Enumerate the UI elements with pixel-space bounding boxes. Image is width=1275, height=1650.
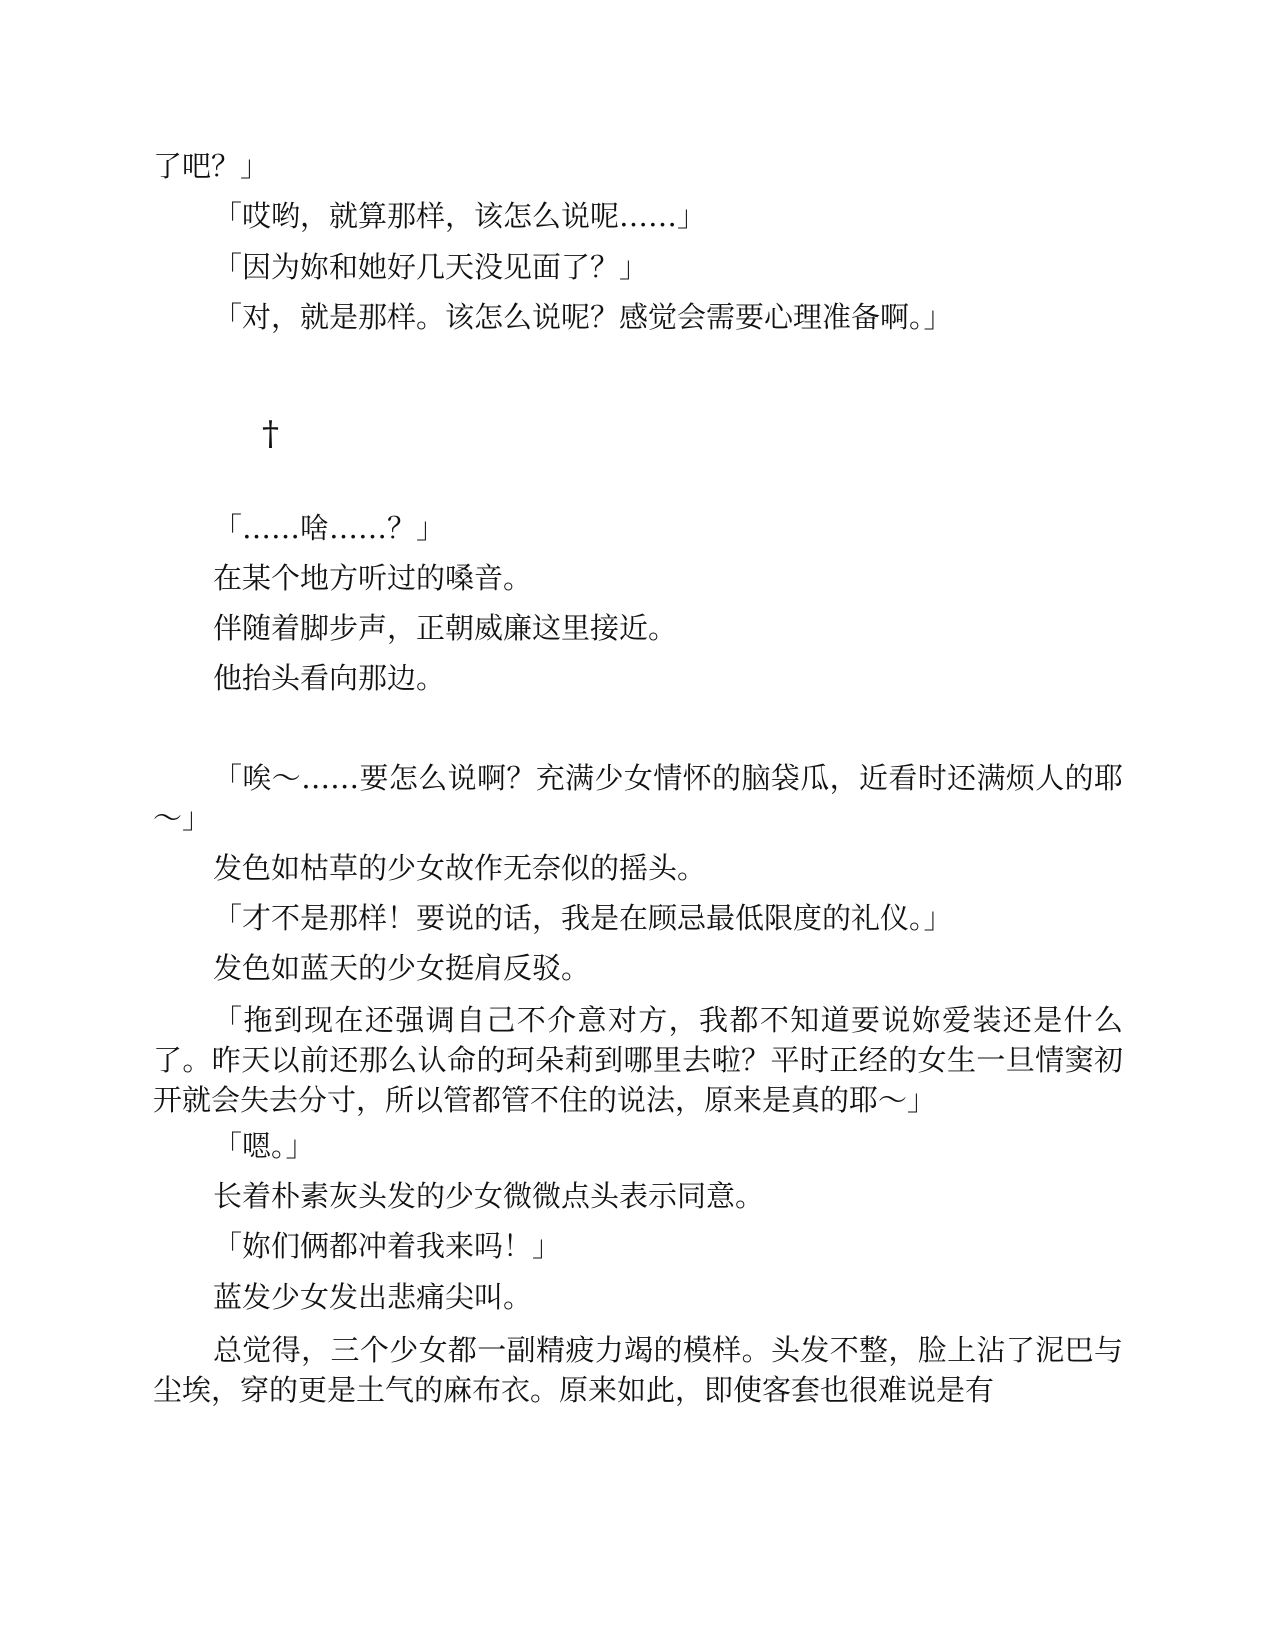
dialogue-line: 「才不是那样！要说的话，我是在顾忌最低限度的礼仪。」 [213,901,953,935]
narration-line: 发色如蓝天的少女挺肩反驳。 [213,951,591,985]
narration-paragraph: 总觉得，三个少女都一副精疲力竭的模样。头发不整，脸上沾了泥巴与尘埃，穿的更是土气的麻布衣。原来如此，即使客套也很难说是有 [153,1333,1123,1407]
narration-line: 伴随着脚步声，正朝威廉这里接近。 [213,611,678,645]
dialogue-line: 「……啥……？」 [213,511,446,545]
dialogue-line: 「因为妳和她好几天没见面了？」 [213,250,649,284]
narration-line: 发色如枯草的少女故作无奈似的摇头。 [213,851,707,885]
dialogue-line: 「妳们俩都冲着我来吗！」 [213,1229,562,1263]
text-line: 了吧？」 [153,149,270,183]
section-break-dagger: † [262,414,279,454]
narration-line: 长着朴素灰头发的少女微微点头表示同意。 [213,1179,765,1213]
narration-line: 蓝发少女发出悲痛尖叫。 [213,1280,533,1314]
narration-line: 他抬头看向那边。 [213,661,446,695]
dialogue-line: 「嗯。」 [213,1129,315,1163]
dialogue-paragraph: 「唉～……要怎么说啊？充满少女情怀的脑袋瓜，近看时还满烦人的耶～」 [153,761,1123,835]
dialogue-paragraph: 「拖到现在还强调自己不介意对方，我都不知道要说妳爱装还是什么了。昨天以前还那么认命的珂朵莉到哪里去啦？平时正经的女生一旦情窦初开就会失去分寸，所以管都管不住的说法，原来是真的耶～」 [153,1003,1123,1117]
narration-line: 在某个地方听过的嗓音。 [213,561,533,595]
dialogue-line: 「哎哟，就算那样，该怎么说呢……」 [213,199,707,233]
dialogue-line: 「对，就是那样。该怎么说呢？感觉会需要心理准备啊。」 [213,300,953,334]
